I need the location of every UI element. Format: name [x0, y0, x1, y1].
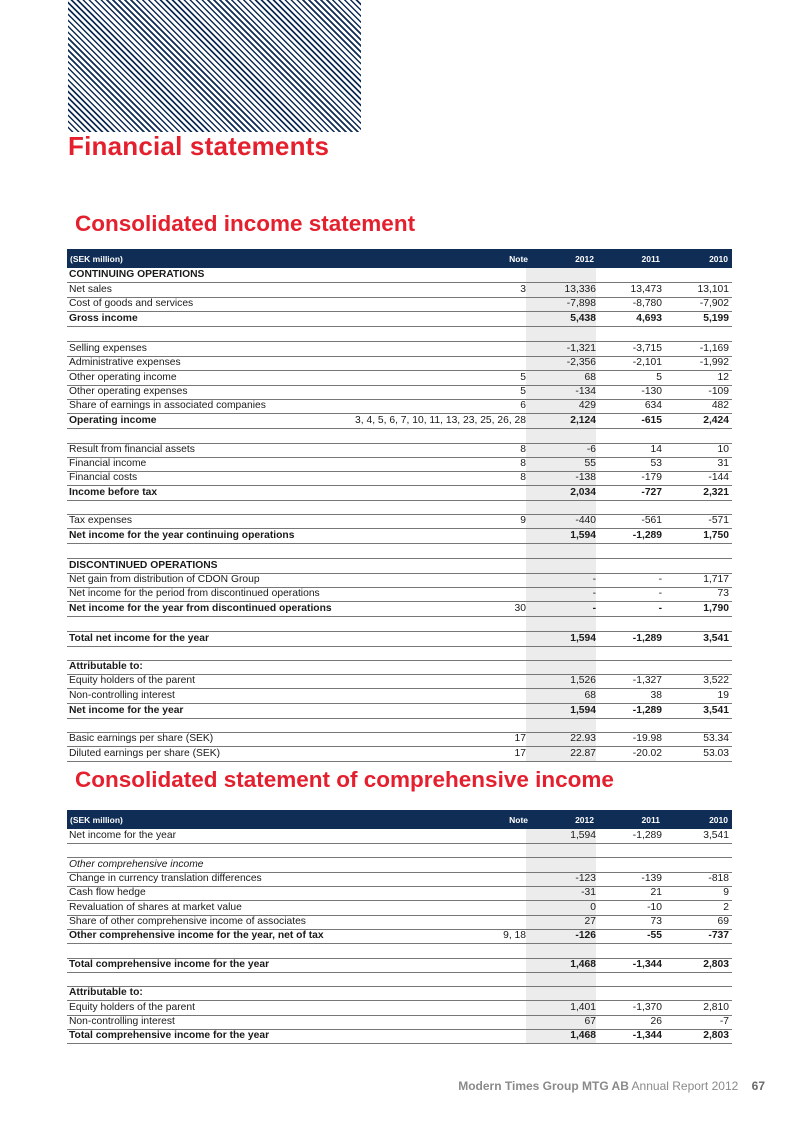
row-value-2012: 22.93	[570, 733, 596, 745]
table-body	[67, 268, 732, 762]
spacer-row	[67, 617, 732, 631]
spacer-row	[67, 647, 732, 661]
table-row	[67, 444, 732, 458]
comprehensive-income-title: Consolidated statement of comprehensive income	[75, 767, 614, 792]
row-value-2010: -7,902	[699, 298, 729, 310]
row-value-2010: 13,101	[697, 284, 729, 295]
row-label: Financial income	[69, 458, 147, 470]
row-value-2010: 2,424	[703, 415, 729, 427]
row-value-2012: -123	[575, 873, 596, 885]
row-value-2011: -	[658, 603, 662, 615]
row-value-2010: 5,199	[703, 313, 729, 325]
row-value-2012: -126	[575, 930, 596, 942]
row-value-2011: -1,370	[632, 1001, 662, 1013]
row-value-2011: -1,289	[632, 830, 662, 841]
row-value-2012: -440	[575, 515, 596, 527]
page-number: 67	[751, 1079, 765, 1093]
row-value-2010: 31	[717, 458, 729, 470]
row-value-2011: 4,693	[636, 313, 662, 325]
row-label: Net sales	[69, 284, 112, 295]
row-label: Other operating expenses	[69, 385, 188, 397]
row-value-2010: 53.03	[703, 747, 729, 759]
spacer-row	[67, 719, 732, 733]
row-label: DISCONTINUED OPERATIONS	[69, 559, 218, 571]
row-note: 9, 18	[503, 930, 526, 942]
row-value-2011: -130	[641, 385, 662, 397]
row-label: Selling expenses	[69, 343, 147, 355]
row-note: 8	[520, 472, 526, 484]
row-note: 8	[520, 443, 526, 455]
row-value-2011: 13,473	[630, 284, 662, 295]
row-value-2010: 3,541	[703, 704, 729, 716]
page-footer	[458, 1079, 765, 1093]
table-row	[67, 829, 732, 844]
row-note: 6	[520, 400, 526, 412]
table-row	[67, 602, 732, 617]
row-label: Non-controlling interest	[69, 689, 175, 701]
row-value-2011: 5	[656, 371, 662, 383]
row-note: 3	[520, 284, 526, 295]
table-row	[67, 559, 732, 574]
table-row	[67, 1016, 732, 1030]
row-value-2011: 73	[650, 915, 662, 927]
row-label: Total comprehensive income for the year	[69, 958, 270, 970]
row-value-2012: -	[592, 573, 596, 585]
row-value-2011: -561	[641, 515, 662, 527]
row-label: Net income for the year from discontinued operations	[69, 603, 332, 615]
row-value-2011: 26	[650, 1016, 662, 1028]
row-value-2010: 3,541	[703, 632, 729, 644]
row-value-2012: -138	[575, 472, 596, 484]
row-value-2012: 67	[584, 1016, 596, 1028]
footer-report: Annual Report 2012	[631, 1079, 739, 1093]
row-label: Net income for the period from discontinued operations	[69, 588, 320, 600]
row-label: Equity holders of the parent	[69, 675, 195, 687]
row-value-2012: 68	[584, 371, 596, 383]
table-row	[67, 1030, 732, 1044]
table-row	[67, 283, 732, 298]
row-label: Net income for the year	[69, 830, 177, 841]
row-value-2011: -	[658, 573, 662, 585]
table-row	[67, 312, 732, 327]
header-year-2012: 2012	[575, 254, 594, 264]
row-value-2011: -727	[641, 486, 662, 498]
table-row	[67, 414, 732, 429]
table-row	[67, 901, 732, 915]
row-value-2011: -1,327	[632, 675, 662, 687]
row-value-2012: 55	[584, 458, 596, 470]
row-value-2010: -818	[708, 873, 729, 885]
row-value-2011: -1,289	[632, 530, 662, 542]
row-value-2012: 1,526	[570, 675, 596, 687]
header-year-2010: 2010	[709, 815, 728, 825]
row-value-2012: -	[592, 603, 596, 615]
row-value-2012: 0	[590, 901, 596, 913]
table-row	[67, 987, 732, 1001]
row-value-2012: -31	[581, 887, 596, 899]
row-value-2011: -3,715	[632, 343, 662, 355]
comprehensive-income-table	[67, 810, 732, 1044]
row-value-2011: -1,289	[632, 632, 662, 644]
table-row	[67, 661, 732, 675]
row-value-2012: -1,321	[566, 343, 596, 355]
header-note: Note	[509, 254, 528, 264]
row-value-2012: -	[592, 588, 596, 600]
spacer-row	[67, 973, 732, 987]
row-label: Total comprehensive income for the year	[69, 1030, 270, 1042]
header-note: Note	[509, 815, 528, 825]
row-value-2012: 13,336	[564, 284, 596, 295]
row-value-2010: 1,750	[703, 530, 729, 542]
header-unit: (SEK million)	[70, 815, 123, 825]
row-value-2012: 2,034	[570, 486, 596, 498]
row-value-2012: 5,438	[570, 313, 596, 325]
table-row	[67, 400, 732, 414]
row-label: Financial costs	[69, 472, 138, 484]
row-value-2010: 53.34	[703, 733, 729, 745]
row-value-2011: -10	[647, 901, 662, 913]
row-value-2010: 2,321	[703, 486, 729, 498]
table-row	[67, 873, 732, 887]
decorative-hatch-pattern	[68, 0, 361, 132]
row-note: 5	[520, 385, 526, 397]
row-value-2010: 2	[723, 901, 729, 913]
spacer-row	[67, 544, 732, 558]
row-value-2011: -1,289	[632, 704, 662, 716]
table-row	[67, 930, 732, 944]
table-row	[67, 747, 732, 761]
row-label: Other operating income	[69, 371, 177, 383]
table-row	[67, 689, 732, 703]
row-label: Equity holders of the parent	[69, 1001, 195, 1013]
row-value-2010: 482	[711, 400, 729, 412]
table-row	[67, 704, 732, 719]
row-value-2010: 3,541	[703, 830, 729, 841]
table-row	[67, 632, 732, 647]
row-label: Result from financial assets	[69, 443, 195, 455]
row-label: Cost of goods and services	[69, 298, 194, 310]
row-value-2011: -2,101	[632, 357, 662, 369]
row-value-2012: 2,124	[570, 415, 596, 427]
row-label: Operating income	[69, 415, 157, 427]
row-label: Total net income for the year	[69, 632, 209, 644]
row-label: Diluted earnings per share (SEK)	[69, 747, 221, 759]
row-label: Income before tax	[69, 486, 158, 498]
row-value-2010: 73	[717, 588, 729, 600]
spacer-row	[67, 429, 732, 443]
table-row	[67, 733, 732, 747]
row-value-2012: 1,401	[570, 1001, 596, 1013]
row-label: Change in currency translation differences	[69, 873, 262, 885]
row-value-2011: -139	[641, 873, 662, 885]
row-label: Attributable to:	[69, 987, 143, 999]
row-label: Tax expenses	[69, 515, 132, 527]
row-value-2011: -1,344	[632, 1030, 662, 1042]
row-value-2011: 38	[650, 689, 662, 701]
row-value-2010: 2,810	[703, 1001, 729, 1013]
row-value-2012: 1,468	[570, 1030, 596, 1042]
table-row	[67, 386, 732, 400]
row-note: 17	[514, 747, 526, 759]
row-label: Share of other comprehensive income of associates	[69, 915, 306, 927]
table-row	[67, 342, 732, 358]
table-row	[67, 959, 732, 973]
header-year-2011: 2011	[641, 254, 660, 264]
spacer-row	[67, 501, 732, 515]
row-label: Revaluation of shares at market value	[69, 901, 242, 913]
row-value-2012: 1,468	[570, 958, 596, 970]
table-row	[67, 458, 732, 472]
row-value-2012: -2,356	[566, 357, 596, 369]
header-year-2011: 2011	[641, 815, 660, 825]
row-label: Gross income	[69, 313, 138, 325]
row-note: 5	[520, 371, 526, 383]
row-value-2010: 10	[717, 443, 729, 455]
table-row	[67, 529, 732, 544]
table-row	[67, 298, 732, 312]
table-row	[67, 486, 732, 500]
row-value-2010: -1,169	[699, 343, 729, 355]
row-label: Net gain from distribution of CDON Group	[69, 573, 260, 585]
row-value-2012: -7,898	[566, 298, 596, 310]
row-label: Attributable to:	[69, 661, 143, 673]
spacer-row	[67, 327, 732, 341]
row-label: Share of earnings in associated companies	[69, 400, 266, 412]
table-row	[67, 858, 732, 873]
row-value-2011: 634	[644, 400, 662, 412]
row-value-2011: -	[658, 588, 662, 600]
row-value-2011: 14	[650, 443, 662, 455]
row-label: Net income for the year	[69, 704, 184, 716]
table-row	[67, 357, 732, 371]
row-note: 8	[520, 458, 526, 470]
row-value-2010: -1,992	[699, 357, 729, 369]
table-header	[67, 249, 732, 268]
row-note: 30	[514, 603, 526, 615]
row-label: Other comprehensive income for the year, net of tax	[69, 930, 324, 942]
row-value-2010: -571	[708, 515, 729, 527]
table-header	[67, 810, 732, 829]
header-unit: (SEK million)	[70, 254, 123, 264]
table-row	[67, 588, 732, 602]
row-value-2012: 27	[584, 915, 596, 927]
row-value-2010: -7	[719, 1016, 729, 1028]
row-value-2012: 68	[584, 689, 596, 701]
row-value-2012: 1,594	[570, 530, 596, 542]
row-value-2010: 12	[717, 371, 729, 383]
row-value-2012: 1,594	[570, 830, 596, 841]
row-value-2011: -20.02	[632, 747, 662, 759]
table-row	[67, 1001, 732, 1015]
row-value-2012: -6	[586, 443, 596, 455]
table-row	[67, 515, 732, 529]
row-value-2011: -179	[641, 472, 662, 484]
row-value-2012: -134	[575, 385, 596, 397]
row-value-2010: 2,803	[703, 958, 729, 970]
row-value-2011: 53	[650, 458, 662, 470]
row-label: Cash flow hedge	[69, 887, 146, 899]
income-statement-table	[67, 249, 732, 762]
income-statement-title: Consolidated income statement	[75, 211, 416, 236]
footer-company: Modern Times Group MTG AB	[458, 1079, 629, 1093]
row-value-2010: 1,790	[703, 603, 729, 615]
table-row	[67, 574, 732, 588]
row-value-2012: 1,594	[570, 704, 596, 716]
row-value-2010: 69	[717, 915, 729, 927]
table-row	[67, 887, 732, 901]
row-value-2012: 22.87	[570, 747, 596, 759]
table-body	[67, 829, 732, 1044]
row-note: 9	[520, 515, 526, 527]
row-value-2012: 429	[578, 400, 596, 412]
row-value-2011: -8,780	[632, 298, 662, 310]
row-value-2010: 3,522	[703, 675, 729, 687]
table-row	[67, 268, 732, 283]
row-value-2010: 9	[723, 887, 729, 899]
row-label: Administrative expenses	[69, 357, 181, 369]
page-title: Financial statements	[68, 131, 330, 161]
row-value-2010: -737	[708, 930, 729, 942]
row-label: Other comprehensive income	[69, 858, 204, 870]
row-value-2010: 2,803	[703, 1030, 729, 1042]
row-value-2010: 1,717	[703, 573, 729, 585]
row-label: Non-controlling interest	[69, 1016, 175, 1028]
row-value-2011: -55	[647, 930, 662, 942]
row-value-2010: 19	[717, 689, 729, 701]
row-label: Basic earnings per share (SEK)	[69, 733, 214, 745]
table-row	[67, 371, 732, 385]
spacer-row	[67, 944, 732, 958]
row-value-2011: 21	[650, 887, 662, 899]
row-value-2010: -109	[708, 385, 729, 397]
table-row	[67, 675, 732, 689]
row-note: 3, 4, 5, 6, 7, 10, 11, 13, 23, 25, 26, 28	[355, 415, 526, 427]
row-value-2012: 1,594	[570, 632, 596, 644]
row-value-2011: -19.98	[632, 733, 662, 745]
row-value-2011: -615	[641, 415, 662, 427]
row-note: 17	[514, 733, 526, 745]
row-value-2010: -144	[708, 472, 729, 484]
row-label: Net income for the year continuing operations	[69, 530, 295, 542]
row-value-2011: -1,344	[632, 958, 662, 970]
header-year-2012: 2012	[575, 815, 594, 825]
header-year-2010: 2010	[709, 254, 728, 264]
table-row	[67, 472, 732, 486]
row-label: CONTINUING OPERATIONS	[69, 269, 205, 280]
table-row	[67, 916, 732, 930]
spacer-row	[67, 844, 732, 858]
